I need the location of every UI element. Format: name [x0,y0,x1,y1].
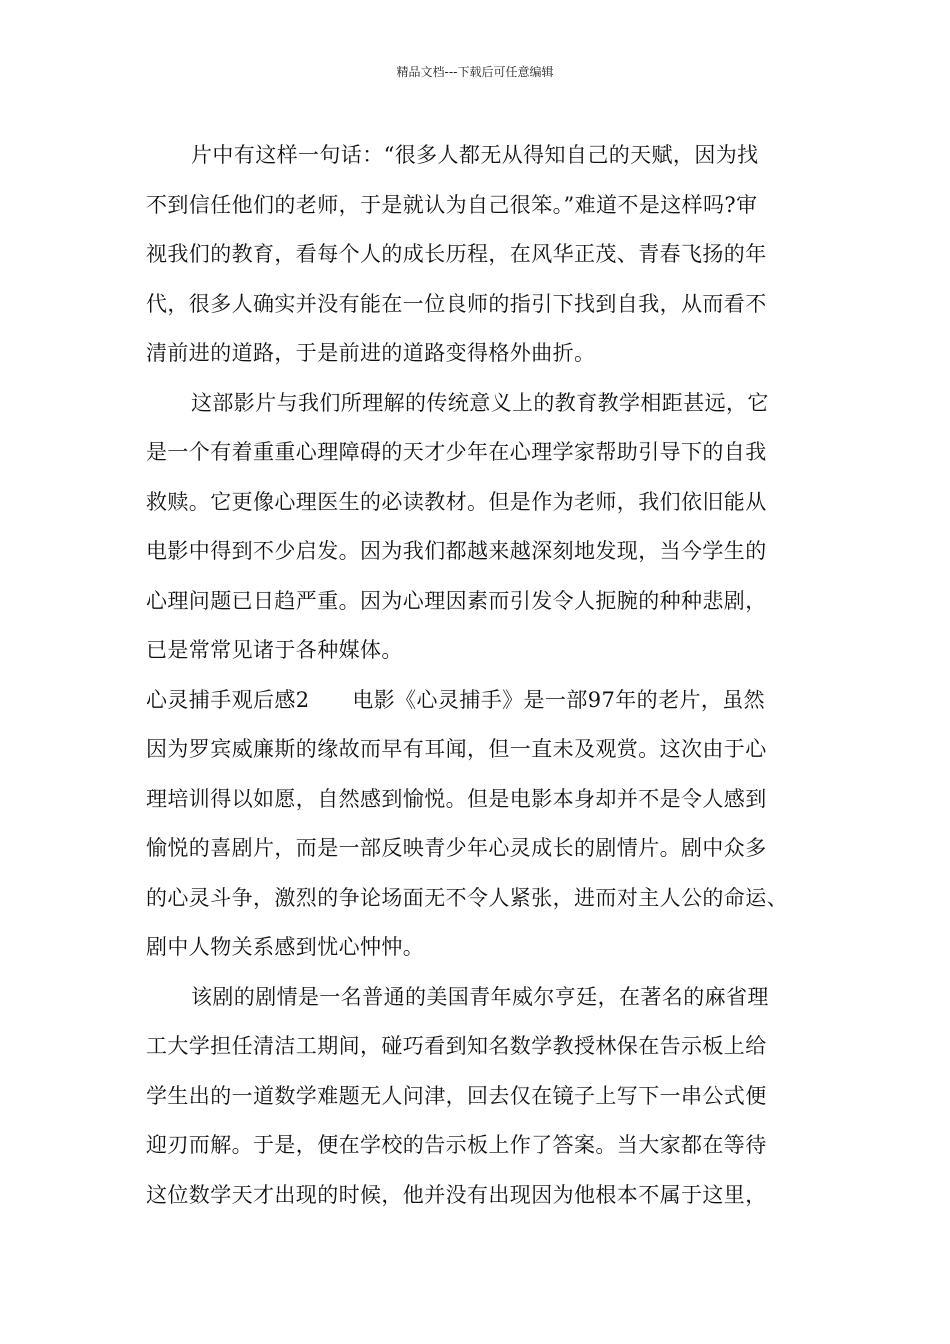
paragraph-line: 该剧的剧情是一名普通的美国青年威尔亨廷，在著名的麻省理 [191,984,769,1009]
paragraph-line: 这部影片与我们所理解的传统意义上的教育教学相距甚远，它 [191,390,769,415]
paragraph-line: 救赎。它更像心理医生的必读教材。但是作为老师，我们依旧能从 [146,489,767,514]
paragraph-line: 的心灵斗争，激烈的争论场面无不令人紧张，进而对主人公的命运、 [146,885,788,910]
paragraph-line: 学生出的一道数学难题无人问津，回去仅在镜子上写下一串公式便 [146,1083,767,1108]
paragraph-line: 电影中得到不少启发。因为我们都越来越深刻地发现，当今学生的 [146,539,767,563]
paragraph-line: 心理问题已日趋严重。因为心理因素而引发令人扼腕的种种悲剧， [146,588,767,613]
paragraph-line: 代，很多人确实并没有能在一位良师的指引下找到自我，从而看不 [146,291,767,316]
paragraph-line: 迎刃而解。于是，便在学校的告示板上作了答案。当大家都在等待 [146,1133,767,1157]
paragraph-line: 片中有这样一句话：“很多人都无从得知自己的天赋，因为找 [191,143,759,167]
paragraph-line: 这位数学天才出现的时候，他并没有出现因为他根本不属于这里， [146,1182,767,1207]
paragraph-line: 理培训得以如愿，自然感到愉悦。但是电影本身却并不是令人感到 [146,786,767,811]
paragraph-line: 剧中人物关系感到忧心忡忡。 [146,935,425,959]
paragraph-line: 视我们的教育，看每个人的成长历程，在风华正茂、青春飞扬的年 [146,242,767,266]
document-body [146,131,836,1220]
paragraph-line: 愉悦的喜剧片，而是一部反映青少年心灵成长的剧情片。剧中众多 [146,836,767,860]
page-header: 精品文档---下载后可任意编辑 [396,65,554,79]
paragraph-line: 已是常常见诸于各种媒体。 [146,638,403,662]
paragraph-line: 不到信任他们的老师，于是就认为自己很笨。”难道不是这样吗?审 [146,192,758,217]
paragraph-line: 因为罗宾威廉斯的缘故而早有耳闻，但一直未及观赏。这次由于心 [146,737,767,761]
paragraph-line: 工大学担任清洁工期间，碰巧看到知名数学教授林保在告示板上给 [146,1034,767,1058]
paragraph-line: 清前进的道路，于是前进的道路变得格外曲折。 [146,341,596,365]
section-heading-line: 心灵捕手观后感2 电影《心灵捕手》是一部97年的老片，虽然 [146,687,766,712]
paragraph-line: 是一个有着重重心理障碍的天才少年在心理学家帮助引导下的自我 [146,440,767,464]
